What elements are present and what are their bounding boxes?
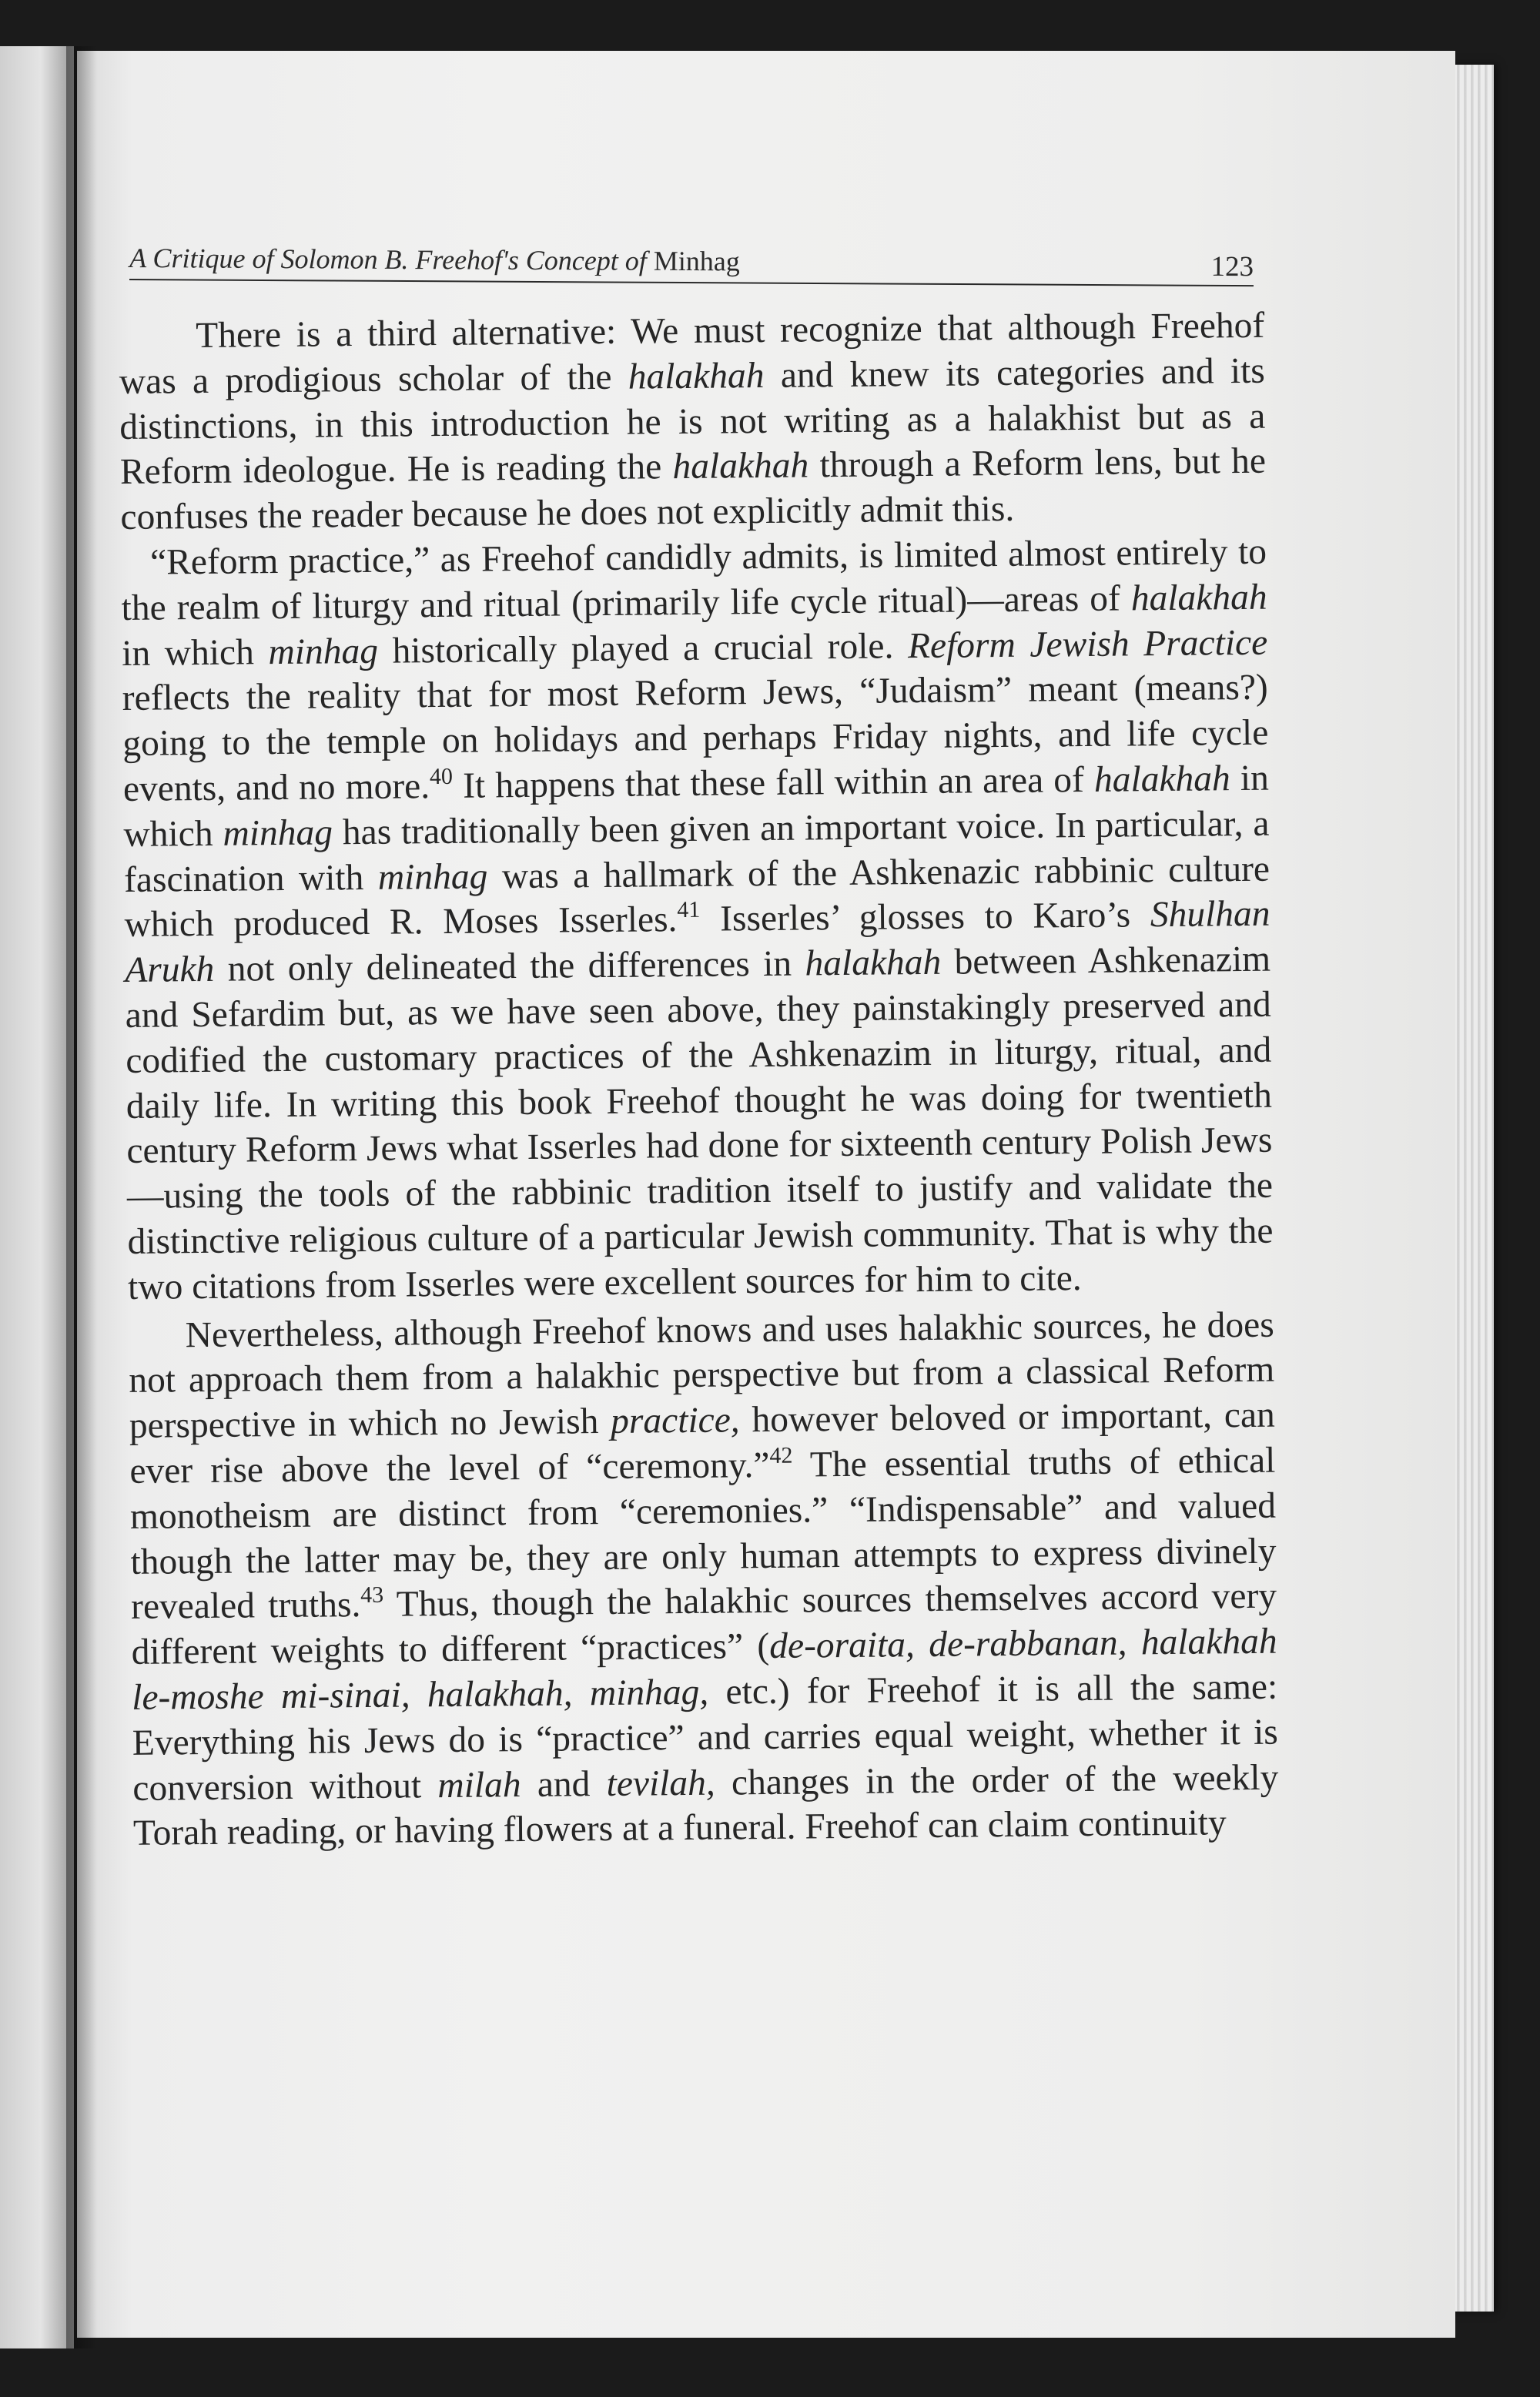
paragraph — [121, 530, 1274, 1311]
text-run: was a hallmark of the Ashkenazic rabbinic culture which produced R. Moses Isserles. — [124, 849, 1270, 946]
text-run: and — [521, 1763, 607, 1805]
running-head-title — [129, 242, 740, 277]
italic-term: practice, — [610, 1400, 740, 1442]
text-run: between Ashkenazim and Sefardim but, as we have seen above, they painstakingly preserved and codified the customary practices of the Ashkenazim in liturgy, ritual, and daily life. In writing this book Freehof thought he was doing for twentieth century Reform Jews what Isserles had done for sixteenth century Polish Jews—using the tools of the rabbinic tradition itself to justify and validate the distinctive religious culture of a particular Jewish community. That is why the two citations from Isserles were excellent sources for him to cite. — [125, 939, 1274, 1307]
paragraph — [119, 303, 1267, 541]
body-text — [119, 303, 1279, 1856]
italic-term: Shulhan Arukh — [124, 894, 1270, 991]
italic-term: halakhah — [1130, 577, 1267, 619]
page-number: 123 — [1210, 250, 1254, 283]
italic-term: Reform Jewish Practice — [907, 622, 1268, 666]
text-run: changes in the order of the weekly Torah reading, or having flowers at a funeral. Freehof can claim continuity — [132, 1757, 1279, 1854]
footnote-ref: 42 — [769, 1442, 793, 1468]
footnote-ref: 43 — [360, 1582, 384, 1609]
text-run: Thus, though the halakhic sources themselves accord very different weights to different “practices” ( — [131, 1575, 1277, 1673]
footnote-ref: 40 — [429, 763, 454, 790]
italic-term: milah — [437, 1764, 521, 1806]
running-head-title-italic: A Critique of Solomon B. Freehof's Concept of — [129, 243, 654, 276]
italic-term: minhag — [223, 812, 333, 854]
italic-term: halakhah — [672, 445, 809, 487]
text-run: It happens that these fall within an area of — [452, 759, 1095, 806]
text-run: historically played a crucial role. — [377, 625, 909, 671]
text-run: Isserles’ glosses to Karo’s — [700, 895, 1151, 940]
text-run: in which — [123, 758, 1270, 855]
text-run: in which — [121, 631, 269, 674]
italic-term: minhag — [268, 631, 379, 672]
text-run: not only delineated the differences in — [214, 943, 805, 990]
text-run: however beloved or important, can ever rise above the level of “ceremony.” — [129, 1394, 1276, 1491]
italic-term: minhag — [377, 855, 488, 898]
italic-term: tevilah, — [606, 1763, 716, 1804]
text-run: Nevertheless, although Freehof knows and uses halakhic sources, he does not approach them from a halakhic perspective but from a classical Reform perspective in which no Jewish — [129, 1304, 1275, 1447]
footnote-ref: 41 — [677, 897, 701, 923]
text-run: etc.) for Freehof it is all the same: Everything his Jews do is “practice” and carries equal weight, whether it is conversion without — [132, 1666, 1278, 1809]
text-run: reflects the reality that for most Reform Jews, “Judaism” meant (means?) going to the temple on holidays and perhaps Friday nights, and life cycle events, and no more. — [122, 668, 1269, 809]
italic-term: halakhah — [1093, 758, 1231, 800]
italic-term: de-oraita, de-rabbanan, halakhah le-moshe mi-sinai, halakhah, minhag, — [131, 1621, 1277, 1718]
italic-term: halakhah — [805, 942, 942, 984]
italic-term: halakhah — [628, 355, 765, 397]
paragraph — [128, 1302, 1279, 1856]
text-run: and knew its categories and its distinctions, in this introduction he is not writing as a halakhist but as a Reform ideologue. He is reading the — [119, 350, 1266, 493]
running-head-title-minhag: Minhag — [653, 245, 740, 277]
text-run: has traditionally been given an important voice. In particular, a fascination with — [123, 803, 1270, 900]
text-run: There is a third alternative: We must recognize that although Freehof was a prodigious scholar of the — [119, 305, 1265, 402]
text-run: “Reform practice,” as Freehof candidly admits, is limited almost entirely to the realm of liturgy and ritual (primarily life cycle ritual)—areas of — [121, 531, 1267, 628]
text-run: The essential truths of ethical monotheism are distinct from “ceremonies.” “Indispensable” and valued though the latter may be, they are only human attempts to express divinely revealed truths. — [129, 1440, 1277, 1628]
text-run: through a Reform lens, but he confuses the reader because he does not explicitly admit this. — [120, 441, 1267, 538]
gutter-shadow — [66, 46, 97, 2348]
running-head — [129, 174, 1254, 286]
facing-page-edge — [0, 46, 74, 2348]
